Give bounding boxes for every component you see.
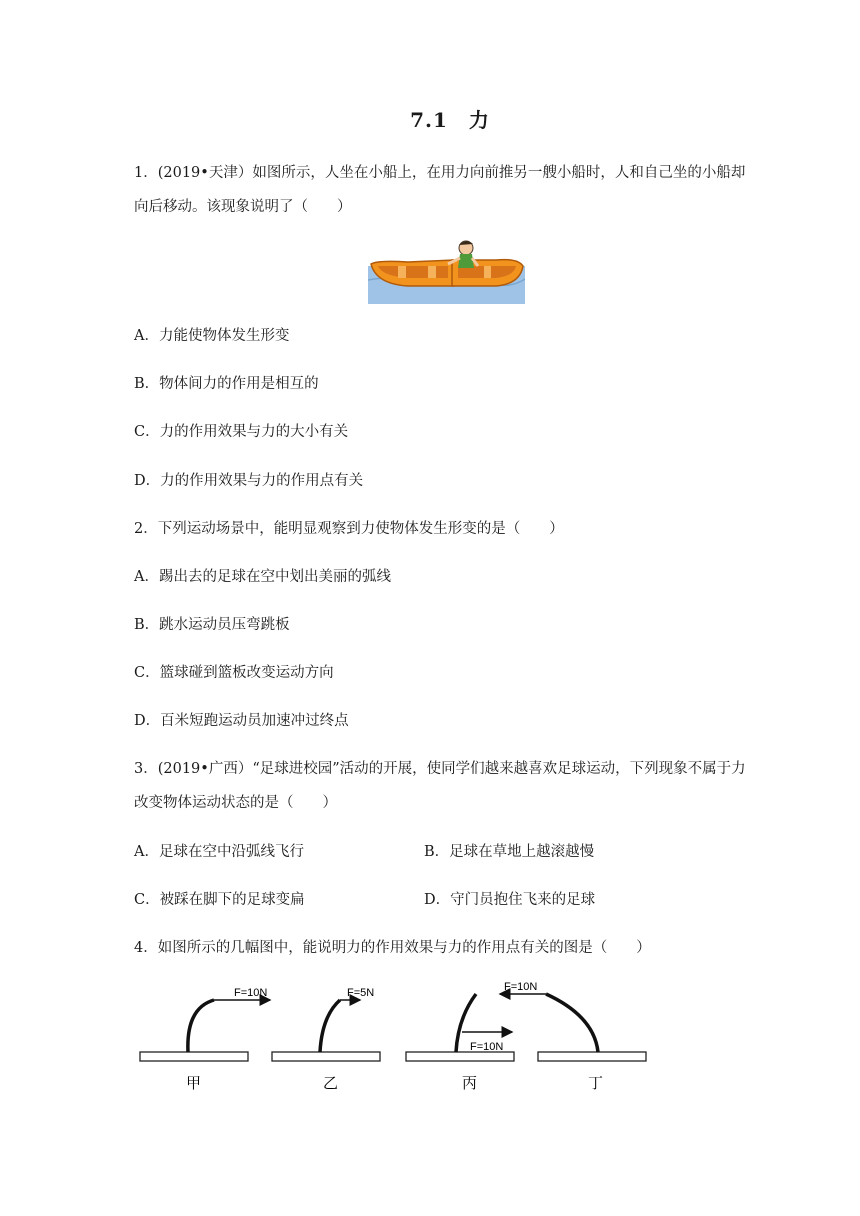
question-2-option-b: B．跳水运动员压弯跳板	[134, 617, 290, 633]
question-1-option-a: A．力能使物体发生形变	[134, 328, 290, 344]
question-2-option-d: D．百米短跑运动员加速冲过终点	[134, 713, 349, 729]
question-3-option-a: A．足球在空中沿弧线飞行	[134, 844, 304, 860]
panel-jia	[140, 987, 270, 1092]
panel-yi-force: F=5N	[347, 987, 375, 999]
panel-ding-force: F=10N	[504, 981, 538, 993]
boat-illustration	[368, 236, 525, 304]
panel-ding-label: 丁	[588, 1074, 604, 1092]
panel-ding	[500, 981, 646, 1092]
panel-yi-label: 乙	[323, 1074, 339, 1092]
question-3-text-line-2: 改变物体运动状态的是（ ）	[134, 795, 337, 811]
question-1-option-b: B．物体间力的作用是相互的	[134, 376, 319, 392]
question-1-text-line-2: 向后移动。该现象说明了（ ）	[134, 199, 352, 215]
question-1-option-c: C．力的作用效果与力的大小有关	[134, 424, 349, 440]
question-4-text: 4．如图所示的几幅图中，能说明力的作用效果与力的作用点有关的图是（ ）	[134, 940, 651, 956]
question-2-option-c: C．篮球碰到篮板改变运动方向	[134, 665, 334, 681]
force-figure	[136, 978, 652, 1098]
panel-jia-label: 甲	[186, 1074, 202, 1092]
question-3-option-c: C．被踩在脚下的足球变扁	[134, 892, 305, 908]
panel-bing	[406, 994, 514, 1092]
question-2-text: 2．下列运动场景中，能明显观察到力使物体发生形变的是（ ）	[134, 521, 564, 537]
panel-bing-label: 丙	[462, 1074, 478, 1092]
question-1-option-d: D．力的作用效果与力的作用点有关	[134, 473, 364, 489]
question-3-option-b: B．足球在草地上越滚越慢	[424, 844, 595, 860]
question-3-option-d: D．守门员抱住飞来的足球	[424, 892, 596, 908]
panel-bing-force: F=10N	[470, 1041, 504, 1053]
question-1-text-line-1: 1．(2019•天津）如图所示，人坐在小船上，在用力向前推另一艘小船时，人和自己坐的小船却	[134, 165, 746, 181]
question-2-option-a: A．踢出去的足球在空中划出美丽的弧线	[134, 569, 391, 585]
question-3-text-line-1: 3．(2019•广西）“足球进校园”活动的开展，使同学们越来越喜欢足球运动，下列现象不属于力	[134, 761, 746, 777]
page-title: 7.1 力	[410, 108, 490, 132]
panel-jia-force: F=10N	[234, 987, 268, 999]
panel-yi	[272, 987, 380, 1092]
